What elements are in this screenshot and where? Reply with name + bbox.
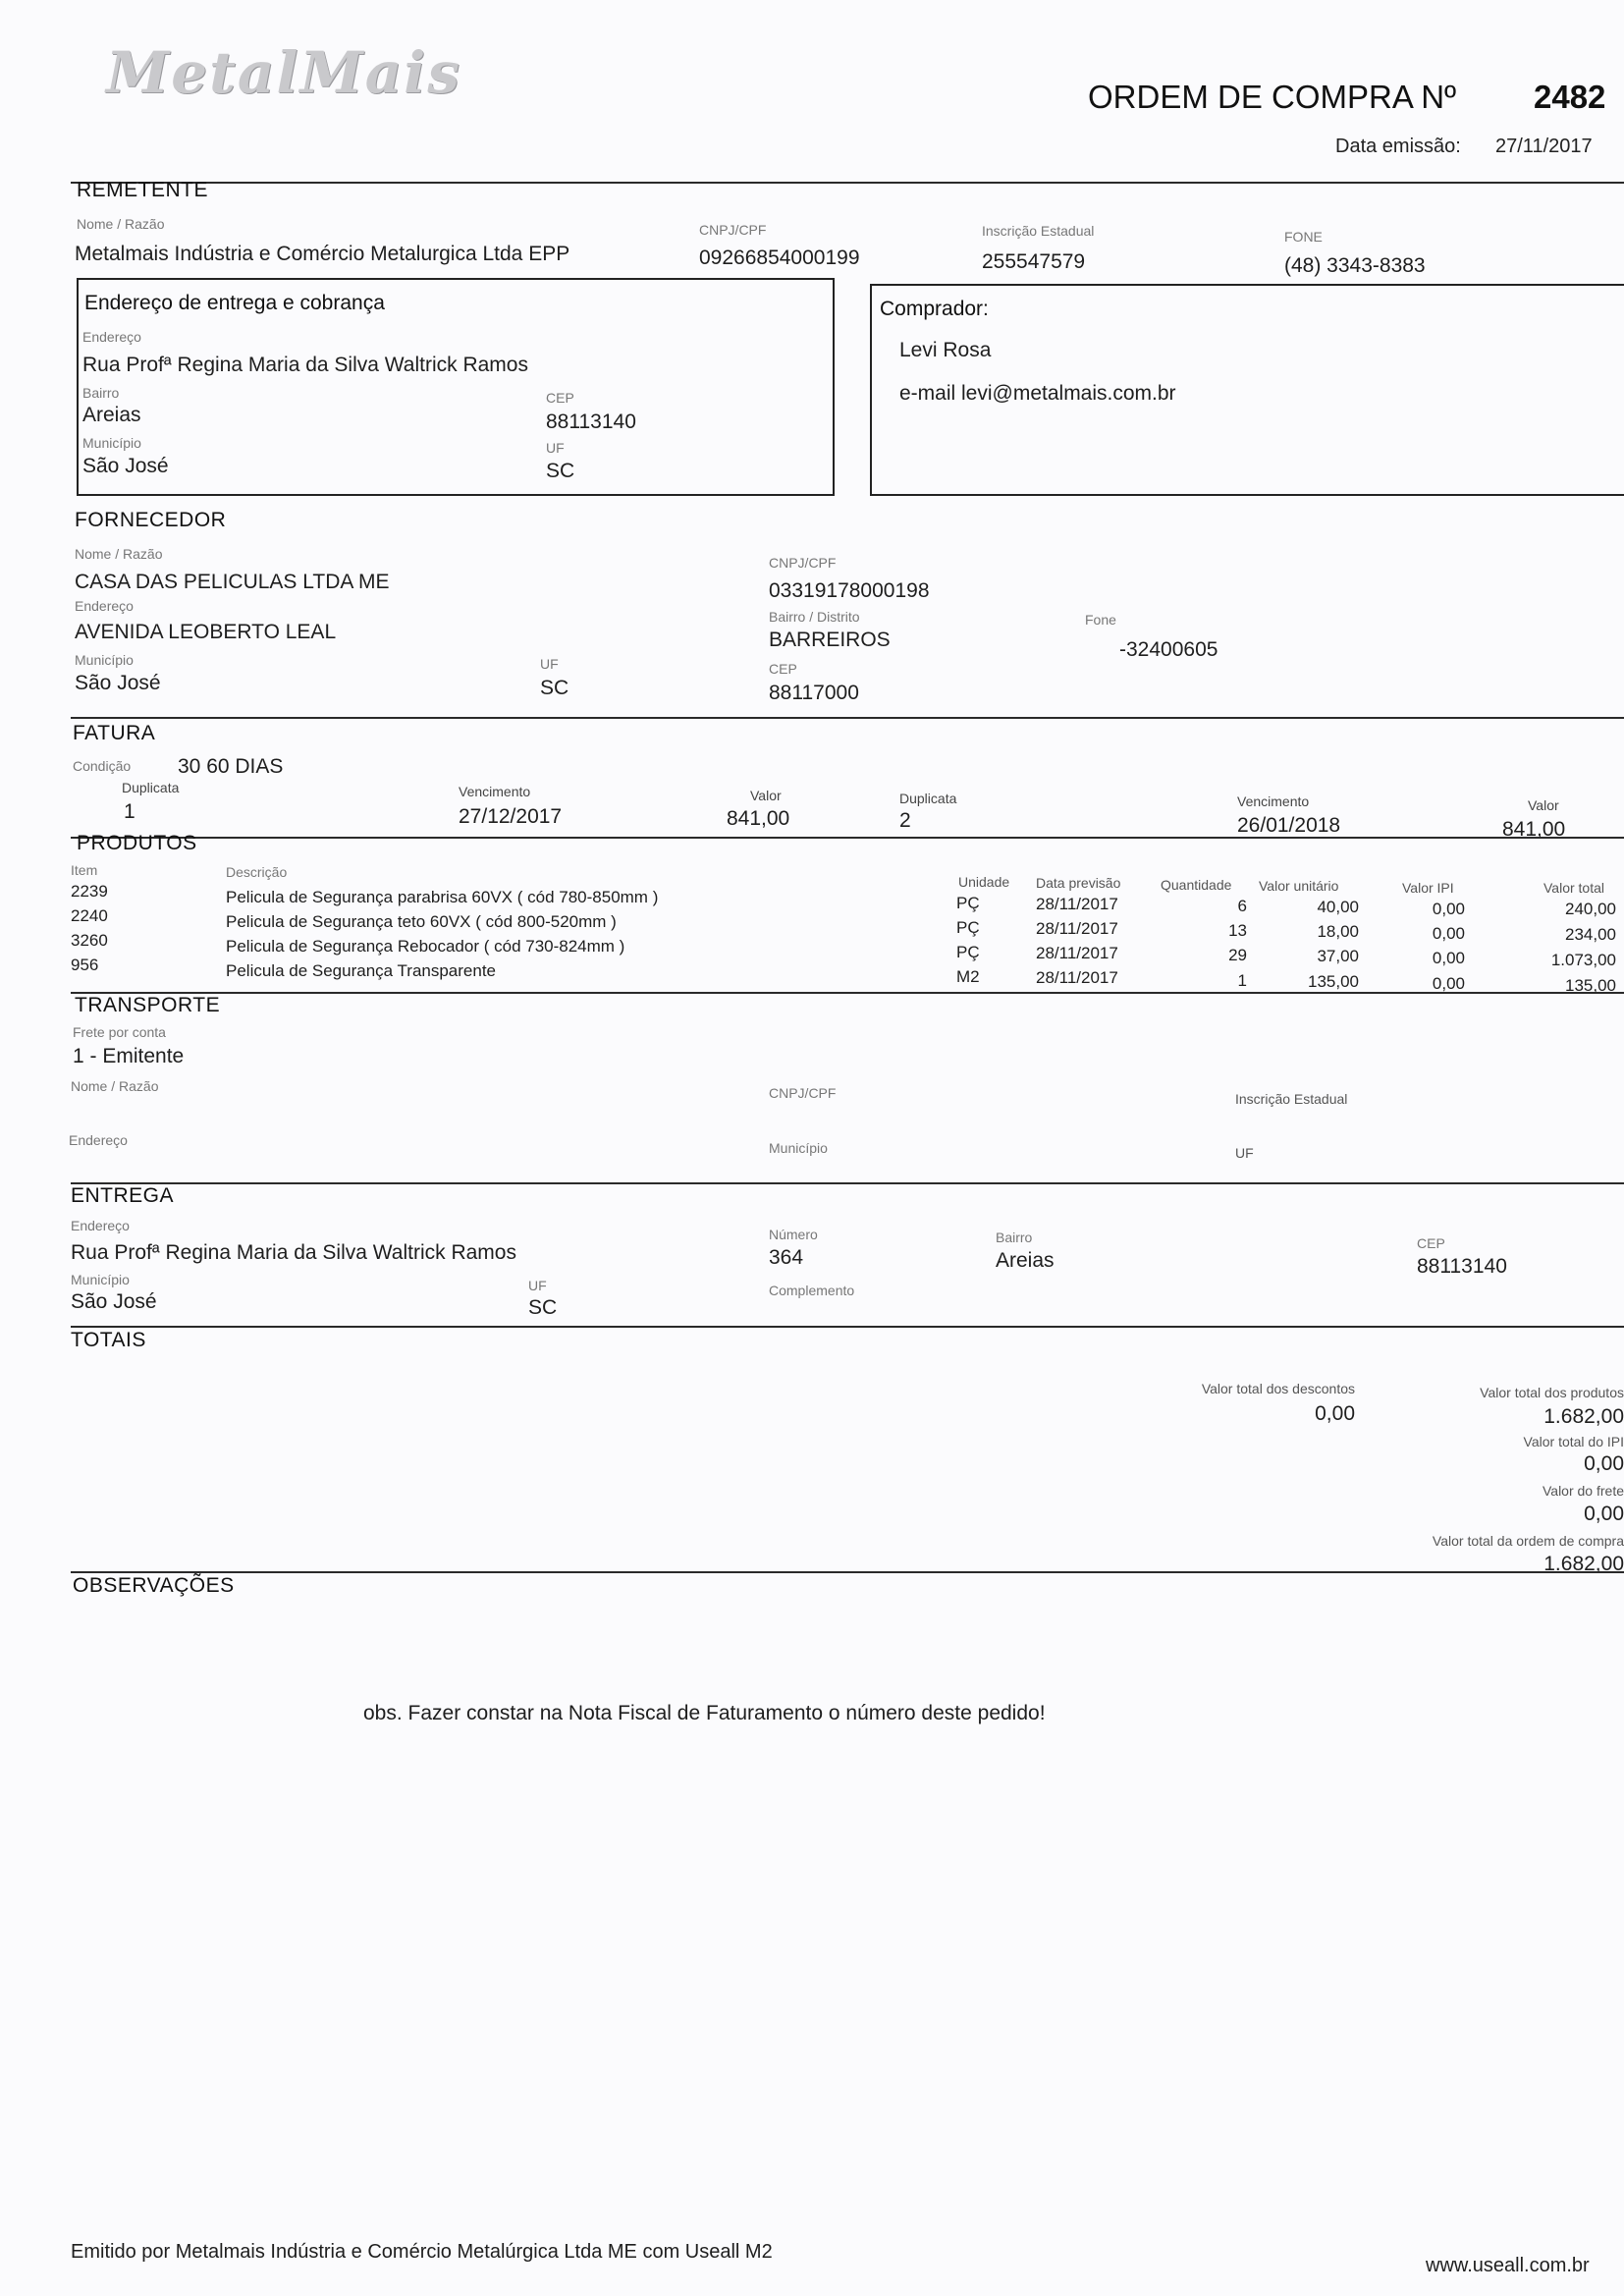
product-qty: 29 xyxy=(1228,946,1247,964)
fatura-valor2: 841,00 xyxy=(1502,818,1566,841)
product-unit-price: 37,00 xyxy=(1317,947,1359,965)
col-item: Item xyxy=(71,862,98,878)
product-date: 28/11/2017 xyxy=(1036,919,1118,938)
label-remetente-phone: FONE xyxy=(1284,229,1323,245)
supplier-phone: -32400605 xyxy=(1119,638,1218,661)
label-total-ipi: Valor total do IPI xyxy=(1523,1434,1624,1449)
divider xyxy=(71,1326,1624,1328)
supplier-address: AVENIDA LEOBERTO LEAL xyxy=(75,621,337,643)
product-date: 28/11/2017 xyxy=(1036,968,1118,987)
delivery-uf: SC xyxy=(528,1296,558,1319)
label-supplier-cep: CEP xyxy=(769,661,797,677)
divider xyxy=(71,1571,1624,1573)
product-desc: Pelicula de Segurança parabrisa 60VX ( cód 780-850mm ) xyxy=(226,888,659,906)
label-delivery-bairro: Bairro xyxy=(996,1230,1033,1245)
label-transport-municipio: Município xyxy=(769,1140,828,1156)
fatura-dup1: 1 xyxy=(124,800,135,823)
product-date: 28/11/2017 xyxy=(1036,895,1118,913)
delivery-municipio: São José xyxy=(71,1290,157,1313)
label-valor1: Valor xyxy=(750,788,782,803)
label-venc1: Vencimento xyxy=(459,784,531,799)
product-desc: Pelicula de Segurança teto 60VX ( cód 800-520mm ) xyxy=(226,912,617,931)
total-ipi: 0,00 xyxy=(1584,1452,1624,1475)
product-unit-price: 135,00 xyxy=(1308,972,1359,991)
product-ipi: 0,00 xyxy=(1432,900,1465,918)
label-transport-address: Endereço xyxy=(69,1132,128,1148)
emission-label: Data emissão: xyxy=(1335,136,1461,157)
product-total: 234,00 xyxy=(1565,925,1616,944)
label-total-descontos: Valor total dos descontos xyxy=(1201,1381,1355,1396)
fatura-venc2: 26/01/2018 xyxy=(1237,814,1341,837)
divider xyxy=(71,717,1624,719)
remetente-cnpj: 09266854000199 xyxy=(699,246,860,269)
label-supplier-cnpj: CNPJ/CPF xyxy=(769,555,837,571)
total-frete: 0,00 xyxy=(1584,1503,1624,1525)
remetente-ie: 255547579 xyxy=(982,250,1086,273)
product-item: 956 xyxy=(71,956,99,974)
footer-emitido: Emitido por Metalmais Indústria e Comércio Metalúrgica Ltda ME com Useall M2 xyxy=(71,2241,773,2263)
col-descricao: Descrição xyxy=(226,864,288,880)
label-billing-bairro: Bairro xyxy=(82,385,120,401)
col-ipi: Valor IPI xyxy=(1402,880,1454,896)
section-observacoes: OBSERVAÇÕES xyxy=(73,1574,235,1597)
supplier-cnpj: 03319178000198 xyxy=(769,579,930,602)
billing-cep: 88113140 xyxy=(546,410,636,433)
label-delivery-municipio: Município xyxy=(71,1272,130,1287)
product-unit-type: PÇ xyxy=(956,918,980,937)
col-unitario: Valor unitário xyxy=(1259,878,1339,894)
section-fatura: FATURA xyxy=(73,722,156,744)
product-unit-type: M2 xyxy=(956,967,980,986)
label-dup1: Duplicata xyxy=(122,780,180,795)
product-qty: 13 xyxy=(1228,921,1247,940)
billing-uf: SC xyxy=(546,460,575,482)
supplier-municipio: São José xyxy=(75,672,161,694)
delivery-bairro: Areias xyxy=(996,1249,1055,1272)
col-unidade: Unidade xyxy=(958,874,1010,890)
product-desc: Pelicula de Segurança Transparente xyxy=(226,961,497,980)
label-remetente-cnpj: CNPJ/CPF xyxy=(699,222,767,238)
product-qty: 1 xyxy=(1237,971,1247,990)
observacoes-text: obs. Fazer constar na Nota Fiscal de Faturamento o número deste pedido! xyxy=(363,1702,1046,1724)
label-supplier-municipio: Município xyxy=(75,652,134,668)
product-unit-price: 18,00 xyxy=(1317,922,1359,941)
label-delivery-cep: CEP xyxy=(1417,1235,1445,1251)
billing-bairro: Areias xyxy=(82,404,141,426)
section-transporte: TRANSPORTE xyxy=(75,994,221,1016)
product-unit-price: 40,00 xyxy=(1317,898,1359,916)
supplier-cep: 88117000 xyxy=(769,682,859,704)
product-qty: 6 xyxy=(1237,897,1247,915)
col-data: Data previsão xyxy=(1036,875,1121,891)
product-total: 135,00 xyxy=(1565,976,1616,995)
product-ipi: 0,00 xyxy=(1432,924,1465,943)
delivery-cep: 88113140 xyxy=(1417,1255,1507,1278)
divider xyxy=(71,837,1624,839)
supplier-uf: SC xyxy=(540,677,569,699)
label-transport-cnpj: CNPJ/CPF xyxy=(769,1085,837,1101)
label-venc2: Vencimento xyxy=(1237,793,1310,809)
section-remetente: REMETENTE xyxy=(77,179,209,201)
product-item: 2240 xyxy=(71,906,108,925)
document-title: ORDEM DE COMPRA Nº xyxy=(1088,79,1457,115)
label-supplier-bairro: Bairro / Distrito xyxy=(769,609,860,625)
order-number: 2482 xyxy=(1534,79,1606,115)
label-total-ordem: Valor total da ordem de compra xyxy=(1432,1533,1624,1549)
delivery-numero: 364 xyxy=(769,1246,804,1269)
label-billing-address: Endereço xyxy=(82,329,141,345)
emission-date: 27/11/2017 xyxy=(1495,136,1593,157)
billing-municipio: São José xyxy=(82,455,169,477)
product-ipi: 0,00 xyxy=(1432,949,1465,967)
label-transport-ie: Inscrição Estadual xyxy=(1235,1091,1348,1107)
buyer-name: Levi Rosa xyxy=(899,339,992,361)
section-produtos: PRODUTOS xyxy=(77,832,197,854)
label-dup2: Duplicata xyxy=(899,791,957,806)
label-supplier-phone: Fone xyxy=(1085,612,1116,628)
fatura-dup2: 2 xyxy=(899,809,911,832)
fatura-venc1: 27/12/2017 xyxy=(459,805,563,828)
billing-address: Rua Profª Regina Maria da Silva Waltrick Ramos xyxy=(82,354,528,376)
col-total: Valor total xyxy=(1543,880,1604,896)
fatura-valor1: 841,00 xyxy=(727,807,790,830)
label-supplier-name: Nome / Razão xyxy=(75,546,163,562)
footer-site[interactable]: www.useall.com.br xyxy=(1426,2255,1590,2276)
product-item: 2239 xyxy=(71,882,108,901)
divider xyxy=(71,182,1624,184)
label-valor2: Valor xyxy=(1528,797,1559,813)
buyer-title: Comprador: xyxy=(880,298,989,320)
label-billing-municipio: Município xyxy=(82,435,141,451)
label-delivery-numero: Número xyxy=(769,1227,818,1242)
label-delivery-complemento: Complemento xyxy=(769,1283,855,1298)
remetente-phone: (48) 3343-8383 xyxy=(1284,254,1426,277)
fatura-condicao: 30 60 DIAS xyxy=(178,755,284,778)
total-descontos: 0,00 xyxy=(1315,1402,1355,1425)
label-total-produtos: Valor total dos produtos xyxy=(1480,1385,1624,1400)
label-transport-uf: UF xyxy=(1235,1145,1254,1161)
supplier-bairro: BARREIROS xyxy=(769,629,891,651)
company-logo: MetalMais xyxy=(106,39,461,106)
label-supplier-address: Endereço xyxy=(75,598,134,614)
label-billing-uf: UF xyxy=(546,440,565,456)
remetente-name: Metalmais Indústria e Comércio Metalurgica Ltda EPP xyxy=(75,243,570,265)
label-remetente-ie: Inscrição Estadual xyxy=(982,223,1095,239)
product-desc: Pelicula de Segurança Rebocador ( cód 730-824mm ) xyxy=(226,937,625,956)
total-produtos: 1.682,00 xyxy=(1543,1405,1624,1428)
col-quantidade: Quantidade xyxy=(1161,877,1232,893)
supplier-name: CASA DAS PELICULAS LTDA ME xyxy=(75,571,390,593)
total-ordem: 1.682,00 xyxy=(1543,1553,1624,1575)
delivery-billing-title: Endereço de entrega e cobrança xyxy=(84,292,385,314)
label-delivery-uf: UF xyxy=(528,1278,547,1293)
divider xyxy=(71,1182,1624,1184)
label-frete: Frete por conta xyxy=(73,1024,166,1040)
label-supplier-uf: UF xyxy=(540,656,559,672)
label-delivery-address: Endereço xyxy=(71,1218,130,1233)
label-remetente-name: Nome / Razão xyxy=(77,216,165,232)
product-total: 240,00 xyxy=(1565,900,1616,918)
buyer-email: e-mail levi@metalmais.com.br xyxy=(899,382,1176,405)
product-ipi: 0,00 xyxy=(1432,974,1465,993)
label-billing-cep: CEP xyxy=(546,390,574,406)
product-date: 28/11/2017 xyxy=(1036,944,1118,962)
product-item: 3260 xyxy=(71,931,108,950)
label-condicao: Condição xyxy=(73,758,132,774)
product-unit-type: PÇ xyxy=(956,894,980,912)
product-unit-type: PÇ xyxy=(956,943,980,961)
delivery-address: Rua Profª Regina Maria da Silva Waltrick Ramos xyxy=(71,1241,516,1264)
product-total: 1.073,00 xyxy=(1550,951,1616,969)
transport-frete: 1 - Emitente xyxy=(73,1045,185,1067)
divider xyxy=(71,992,1624,994)
label-total-frete: Valor do frete xyxy=(1542,1483,1624,1499)
section-fornecedor: FORNECEDOR xyxy=(75,509,227,531)
section-totais: TOTAIS xyxy=(71,1329,146,1351)
section-entrega: ENTREGA xyxy=(71,1184,175,1207)
label-transport-name: Nome / Razão xyxy=(71,1078,159,1094)
